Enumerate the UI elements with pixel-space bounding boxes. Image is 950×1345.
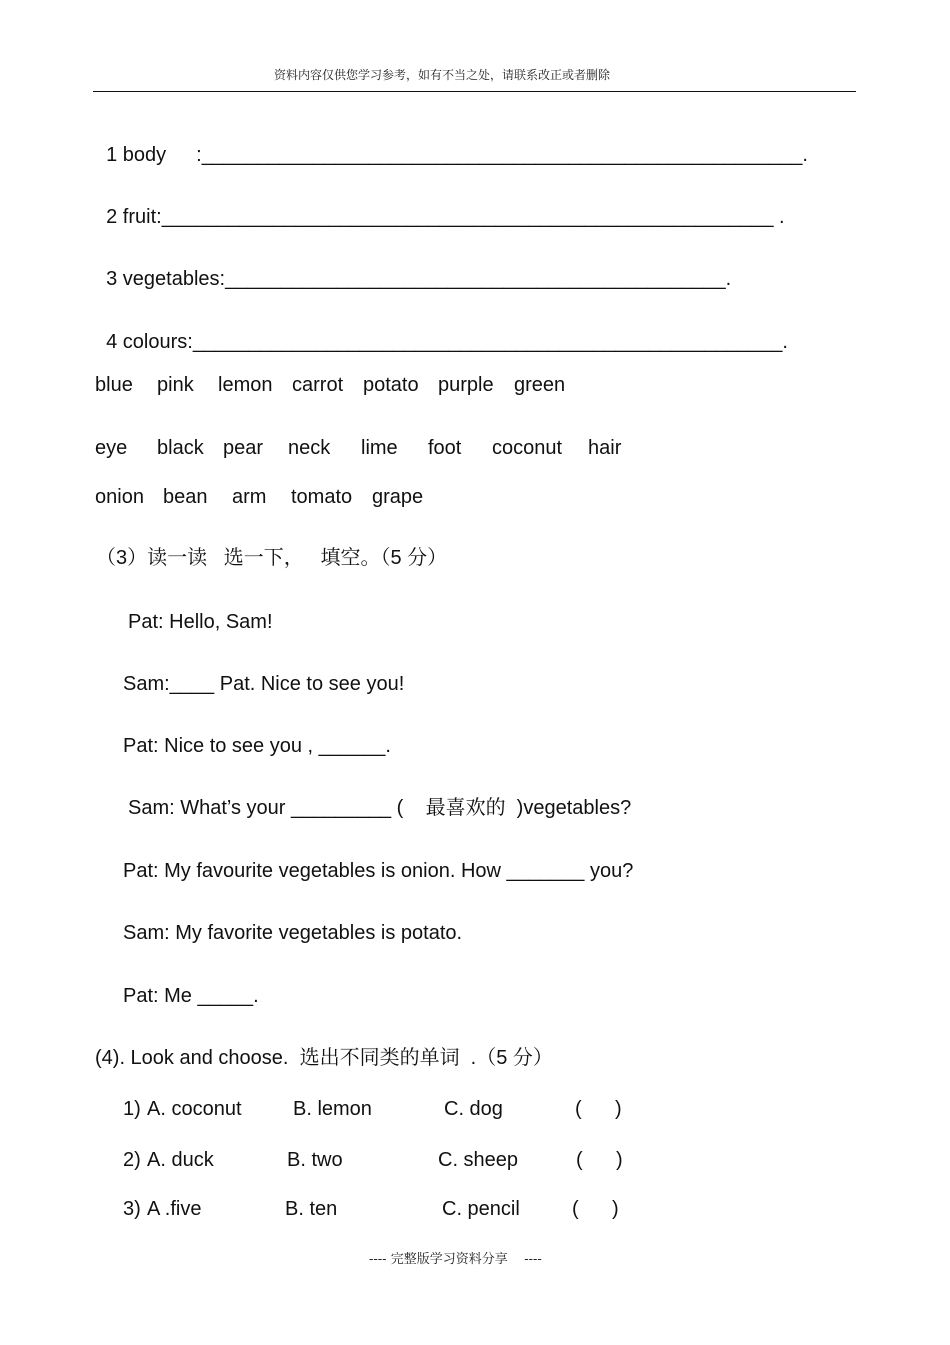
dialogue-line: Sam: What’s your _________ ( 最喜欢的 )vegetables?	[128, 797, 632, 819]
category-label: 2 fruit:	[106, 206, 162, 228]
category-body	[95, 125, 166, 165]
choice-number: 3)	[123, 1198, 141, 1220]
category-colours[interactable]	[95, 312, 788, 352]
section-4-title: (4). Look and choose. 选出不同类的单词 .（5 分）	[95, 1047, 553, 1069]
answer-blank[interactable]: _______________________________________________________	[161, 206, 774, 228]
word-bank-word: pink	[157, 374, 194, 396]
answer-paren[interactable]: ( )	[572, 1198, 619, 1220]
word-bank-word: blue	[95, 374, 133, 396]
word-bank-word: onion	[95, 486, 144, 508]
word-bank-word: tomato	[291, 486, 353, 508]
choice-a: A. coconut	[147, 1098, 242, 1120]
category-label: 3 vegetables:	[106, 268, 226, 290]
word-bank-word: lime	[361, 437, 398, 459]
dialogue-line: Sam:____ Pat. Nice to see you!	[123, 673, 405, 695]
answer-blank[interactable]: ______________________________________________________	[201, 144, 803, 166]
word-bank-word: arm	[232, 486, 267, 508]
category-colon: :	[196, 144, 202, 166]
dialogue-line: Sam: My favorite vegetables is potato.	[123, 922, 463, 944]
choice-number: 2)	[123, 1149, 141, 1171]
choice-number: 1)	[123, 1098, 141, 1120]
word-bank-word: grape	[372, 486, 424, 508]
word-bank-word: purple	[438, 374, 494, 396]
category-body-answer[interactable]	[185, 125, 808, 165]
word-bank-word: carrot	[292, 374, 344, 396]
header-divider	[93, 91, 856, 92]
section-3-title: （3）读一读 选一下， 填空。（5 分）	[96, 547, 448, 569]
word-bank-word: foot	[428, 437, 462, 459]
choice-b: B. ten	[285, 1198, 338, 1220]
choice-a: A. duck	[147, 1149, 214, 1171]
choice-b: B. two	[287, 1149, 343, 1171]
dialogue-line: Pat: Nice to see you , ______.	[123, 735, 391, 757]
category-vegetables[interactable]	[95, 249, 731, 289]
word-bank-word: green	[514, 374, 566, 396]
word-bank-word: coconut	[492, 437, 563, 459]
header-note: 资料内容仅供您学习参考，如有不当之处，请联系改正或者删除	[274, 68, 611, 82]
period: .	[773, 206, 785, 228]
word-bank-word: eye	[95, 437, 128, 459]
period: .	[802, 144, 808, 166]
word-bank-word: bean	[163, 486, 208, 508]
choice-a: A .five	[147, 1198, 202, 1220]
answer-paren[interactable]: ( )	[576, 1149, 623, 1171]
word-bank-word: hair	[588, 437, 622, 459]
category-label: 4 colours:	[106, 331, 193, 353]
category-fruit[interactable]	[95, 187, 785, 227]
word-bank-word: potato	[363, 374, 419, 396]
word-bank-word: black	[157, 437, 204, 459]
choice-c: C. sheep	[438, 1149, 519, 1171]
word-bank-word: lemon	[218, 374, 273, 396]
answer-blank[interactable]: _____________________________________________________	[192, 331, 783, 353]
dialogue-line: Pat: Hello, Sam!	[128, 611, 273, 633]
word-bank-word: neck	[288, 437, 331, 459]
period: .	[725, 268, 732, 290]
answer-paren[interactable]: ( )	[575, 1098, 622, 1120]
choice-c: C. pencil	[442, 1198, 520, 1220]
category-label: 1 body	[106, 144, 167, 166]
choice-b: B. lemon	[293, 1098, 372, 1120]
footer-note: ---- 完整版学习资料分享 ----	[369, 1252, 542, 1267]
period: .	[782, 331, 788, 353]
dialogue-line: Pat: Me _____.	[123, 985, 259, 1007]
dialogue-line: Pat: My favourite vegetables is onion. How _______ you?	[123, 860, 634, 882]
answer-blank[interactable]: _____________________________________________	[225, 268, 726, 290]
word-bank-word: pear	[223, 437, 264, 459]
choice-c: C. dog	[444, 1098, 503, 1120]
